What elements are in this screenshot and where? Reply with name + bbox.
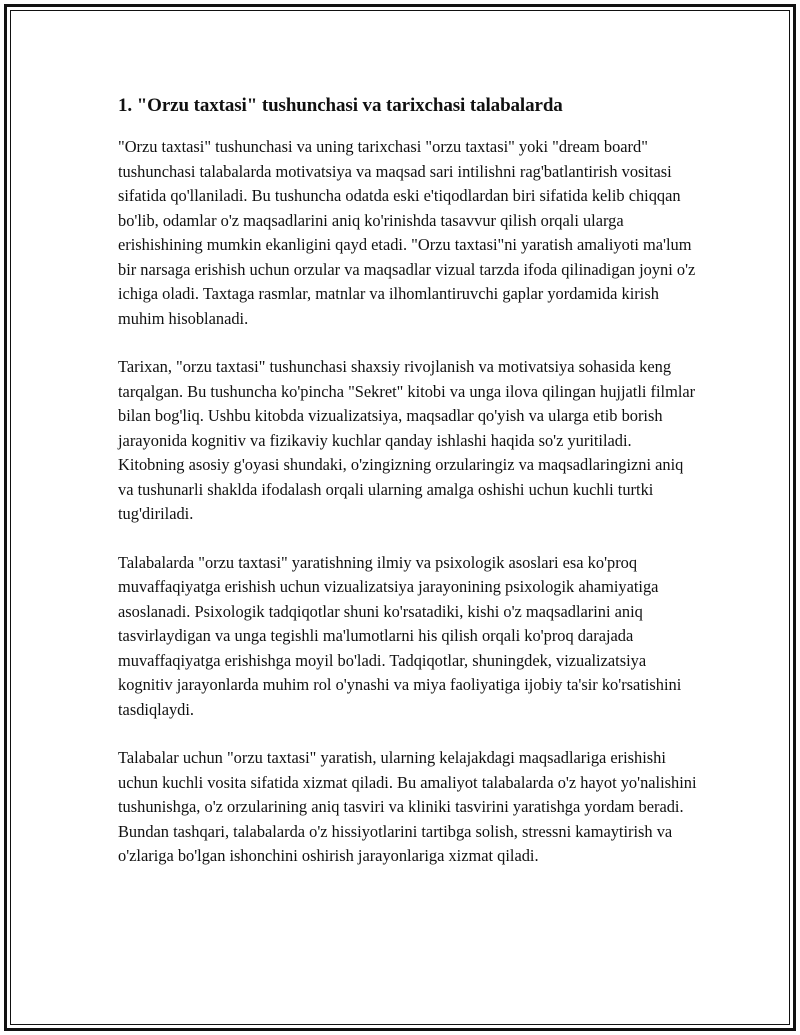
paragraph-4: Talabalar uchun "orzu taxtasi" yaratish, ularning kelajakdagi maqsadlariga erishishi uchun kuchli vosita sifatida xizmat qiladi. Bu amaliyot talabalarda o'z hayot yo'nalishini tushunishga, o'z orzularining aniq tasviri va kliniki tasvirini yaratishga yordam beradi. Bundan tashqari, talabalarda o'z hissiyotlarini tartibga solish, stressni kamaytirish va o'zlariga bo'lgan ishonchini oshirish jarayonlariga xizmat qiladi. [118,748,697,865]
paragraph-3: Talabalarda "orzu taxtasi" yaratishning ilmiy va psixologik asoslari esa ko'proq muvaffaqiyatga erishish uchun vizualizatsiya jarayonining psixologik ahamiyatiga asoslanadi. Psixologik tadqiqotlar shuni ko'rsatadiki, kishi o'z maqsadlarini aniq tasvirlaydigan va unga tegishli ma'lumotlarni his qilish orqali ko'proq darajada muvaffaqiyatga erishishga moyil bo'ladi. Tadqiqotlar, shuningdek, vizualizatsiya kognitiv jarayonlarda muhim rol o'ynashi va miya faoliyatiga ijobiy ta'sir ko'rsatishini tasdiqlaydi. [118,552,682,719]
paragraph-1: "Orzu taxtasi" tushunchasi va uning tarixchasi "orzu taxtasi" yoki "dream board" tushunchasi talabalarda motivatsiya va maqsad sari intilishni rag'batlantirish vositasi sifatida qo'llaniladi. Bu tushuncha odatda eski e'tiqodlardan biri sifatida kelib chiqqan bo'lib, odamlar o'z maqsadlarini aniq ko'rinishda tasavvur qilish orqali ularga erishishining mumkin ekanligini qayd etadi. "Orzu taxtasi"ni yaratish amaliyoti ma'lum bir narsaga erishish uchun orzular va maqsadlar vizual tarzda ifoda qilinadigan joyni o'z ichiga oladi. Taxtaga rasmlar, matnlar va ilhomlantiruvchi gaplar yordamida kirish muhim hisoblanadi. [118,137,696,328]
paragraph-2: Tarixan, "orzu taxtasi" tushunchasi shaxsiy rivojlanish va motivatsiya sohasida keng tarqalgan. Bu tushuncha ko'pincha "Sekret" kitobi va unga ilova qilingan hujjatli filmlar bilan bog'liq. Ushbu kitobda vizualizatsiya, maqsadlar qo'yish va ularga etib borish jarayonida kognitiv va fizikaviy kuchlar qanday ishlashi haqida so'z yuritiladi. Kitobning asosiy g'oyasi shundaki, o'zingizning orzularingiz va maqsadlaringizni aniq va tushunarli shaklda ifodalash orqali ularning amalga oshishi uchun kuchli turtki tug'diriladi. [118,357,696,523]
document-body [118,94,698,893]
section-heading: 1. "Orzu taxtasi" tushunchasi va tarixchasi talabalarda [118,95,563,116]
